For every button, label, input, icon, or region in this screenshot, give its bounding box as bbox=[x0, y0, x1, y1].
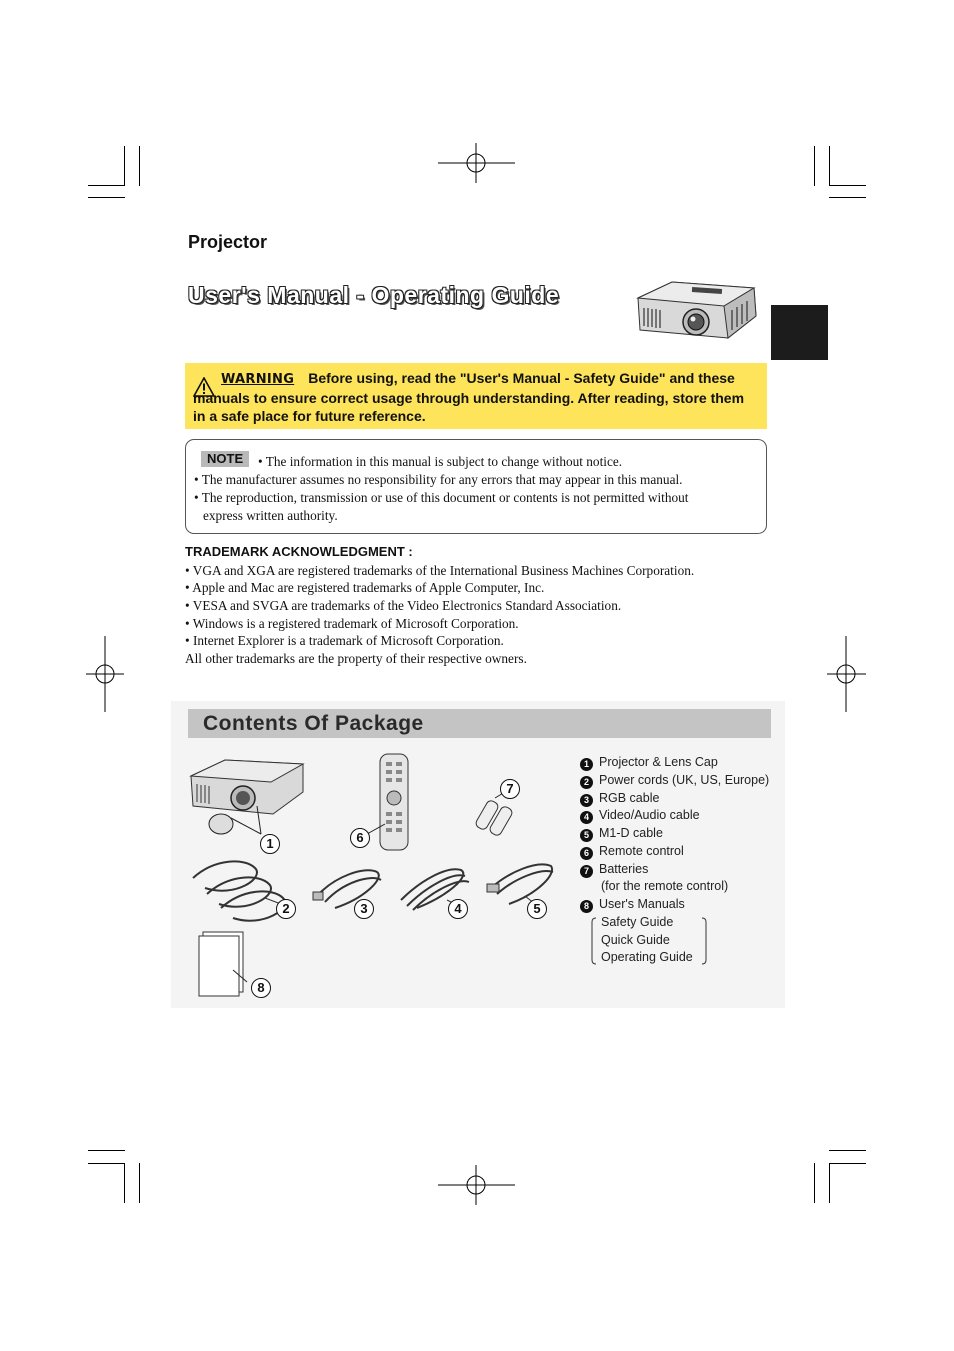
warning-box bbox=[185, 363, 767, 429]
trademark-line: • VESA and SVGA are trademarks of the Video Electronics Standard Association. bbox=[185, 598, 622, 613]
trademark-line: • Windows is a registered trademark of Microsoft Corporation. bbox=[185, 616, 519, 631]
warning-label: WARNING bbox=[221, 372, 295, 387]
trademark-line: All other trademarks are the property of their respective owners. bbox=[185, 651, 527, 666]
manual-operating-guide: Operating Guide bbox=[601, 950, 693, 964]
list-item: 7 Batteries bbox=[580, 861, 648, 879]
note-line: • The manufacturer assumes no responsibility for any errors that may appear in this manual. bbox=[194, 472, 683, 487]
note-box bbox=[185, 439, 767, 534]
callout-4: 4 bbox=[448, 899, 468, 919]
power-cords-icon bbox=[193, 861, 285, 920]
list-item: 2 Power cords (UK, US, Europe) bbox=[580, 772, 769, 790]
note-tag: NOTE bbox=[201, 451, 249, 467]
section-tab bbox=[771, 305, 828, 360]
callout-7: 7 bbox=[500, 779, 520, 799]
warning-text: Before using, read the "User's Manual - Safety Guide" and these manuals to ensure correct usage through understanding. After reading, store them in a safe place for future reference. bbox=[193, 370, 745, 424]
note-line: • The reproduction, transmission or use of this document or contents is not permitted without bbox=[194, 490, 689, 505]
list-item: 1 Projector & Lens Cap bbox=[580, 754, 718, 772]
callout-3: 3 bbox=[354, 899, 374, 919]
list-item: 8 User's Manuals bbox=[580, 896, 685, 914]
note-line: express written authority. bbox=[203, 508, 338, 523]
manual-safety-guide: Safety Guide bbox=[601, 915, 674, 929]
manuals-icon bbox=[199, 932, 247, 996]
callout-6: 6 bbox=[350, 828, 370, 848]
projector-icon bbox=[191, 760, 303, 834]
product-label: Projector bbox=[188, 232, 268, 252]
note-line: • The information in this manual is subject to change without notice. bbox=[258, 454, 623, 469]
remote-control-icon bbox=[367, 754, 408, 850]
callout-8: 8 bbox=[251, 978, 271, 998]
callout-2: 2 bbox=[276, 899, 296, 919]
trademark-heading: TRADEMARK ACKNOWLEDGMENT : bbox=[185, 544, 413, 559]
list-item: 4 Video/Audio cable bbox=[580, 807, 700, 825]
projector-image bbox=[632, 278, 760, 344]
battery-note: (for the remote control) bbox=[601, 879, 729, 893]
page-title: User's Manual - Operating Guide bbox=[188, 282, 560, 308]
list-item: 3 RGB cable bbox=[580, 790, 659, 808]
list-item: 5 M1-D cable bbox=[580, 825, 663, 843]
trademark-line: • VGA and XGA are registered trademarks of the International Business Machines Corporation. bbox=[185, 563, 695, 578]
manual-quick-guide: Quick Guide bbox=[601, 933, 670, 947]
callout-1: 1 bbox=[260, 834, 280, 854]
trademark-line: • Apple and Mac are registered trademarks of Apple Computer, Inc. bbox=[185, 580, 545, 595]
callout-5: 5 bbox=[527, 899, 547, 919]
trademark-line: • Internet Explorer is a trademark of Microsoft Corporation. bbox=[185, 633, 504, 648]
m1d-cable-icon bbox=[487, 864, 553, 904]
list-item: 6 Remote control bbox=[580, 843, 684, 861]
contents-title: Contents Of Package bbox=[203, 712, 424, 735]
